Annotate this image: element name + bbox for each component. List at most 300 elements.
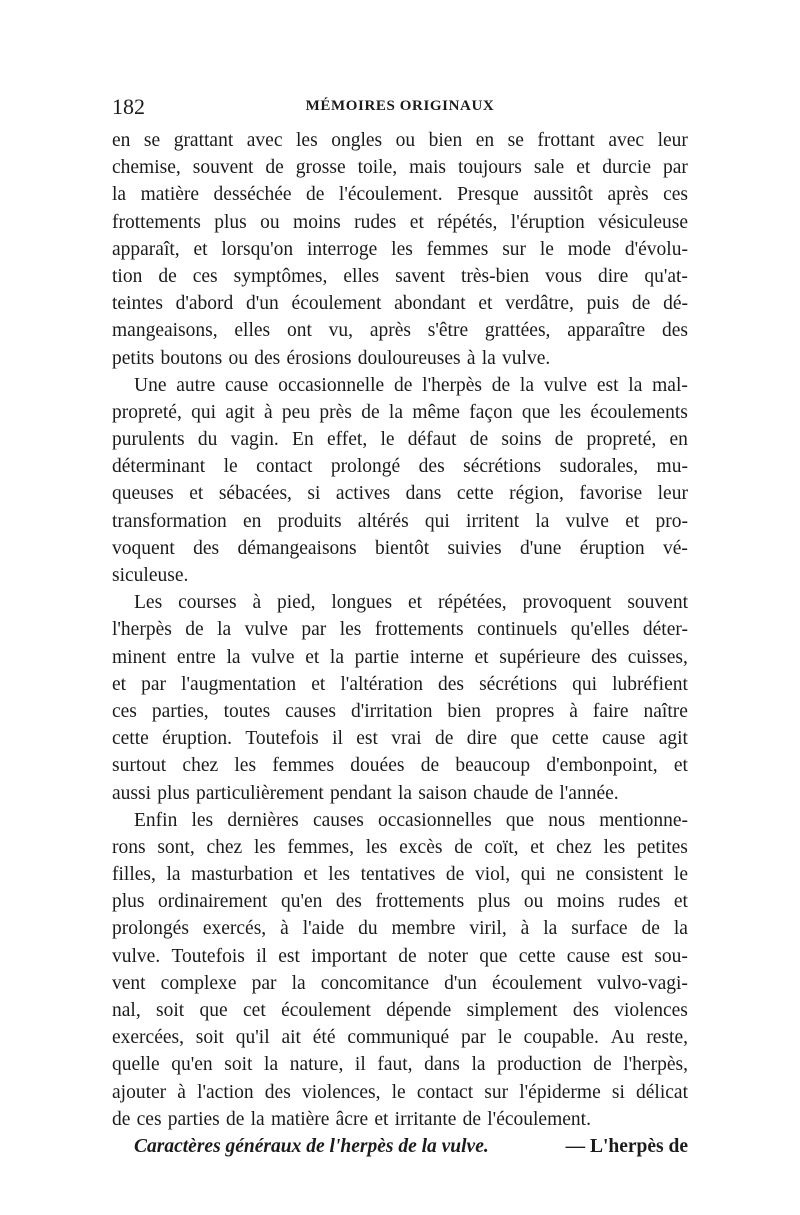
word: et [474,646,489,668]
word: Toutefois [245,728,319,750]
word: le [673,864,688,886]
word: écoulements [590,401,688,423]
word: plus [477,891,511,913]
word: si [611,1081,625,1103]
word: exercés, [202,918,267,940]
text-line [112,725,688,752]
word: chez [206,836,243,858]
section-heading: Caractères généraux de l'herpès de la vulve. [134,1135,489,1157]
word: irritante [394,1108,457,1130]
word: agit [225,401,255,423]
word: exercées, [112,1027,184,1049]
word: il [354,1054,366,1076]
word: du [358,918,378,940]
word: des [264,1081,291,1103]
word: filles, [112,864,156,886]
word: et [625,510,640,532]
word: les [253,836,276,858]
word: siculeuse. [112,565,189,586]
word: sébacées, [218,483,292,505]
text-line [112,970,688,997]
word: en [112,130,131,151]
text-line [112,616,688,643]
word: Les [134,592,163,614]
word: ou [523,891,544,913]
word: soit [156,1000,185,1021]
word: la [471,1054,486,1076]
text-line [112,317,688,344]
word: des [418,456,445,478]
word: plus [214,211,247,233]
text-line [112,399,688,426]
word: femmes, [287,836,354,858]
word: érosions [286,347,352,369]
word: et [673,891,688,913]
word: beaucoup [455,755,531,777]
word: teintes [112,293,163,315]
word: le [223,456,238,478]
text-line [112,698,688,725]
word: reste, [646,1027,688,1049]
word: toujours [457,157,522,179]
word: parties, [151,700,209,722]
word: entre [176,646,216,668]
word: que [510,728,539,750]
word: saison [418,782,468,804]
word: ces [112,700,137,722]
word: la [673,918,688,940]
section-heading-continuation: — L'herpès de [565,1135,688,1157]
word: très-bien [460,265,530,287]
word: cause [602,728,646,750]
text-line [112,752,688,779]
word: cuisses, [627,646,688,668]
word: et [311,673,326,695]
word: toile, [357,157,398,179]
word: contact [256,456,313,478]
word: de [158,265,177,287]
word: vulve [565,510,609,532]
word: en [243,510,262,532]
word: de [554,429,574,451]
word: apparaît, [112,238,180,260]
text-line [112,508,688,535]
word: des [591,646,618,668]
word: la [388,401,403,423]
word: viril, [469,918,507,940]
word: soins [501,429,542,451]
word: verdâtre, [505,293,574,315]
word: douées [350,755,405,777]
word: est [621,945,644,967]
word: de [641,918,660,940]
word: ces [136,1108,162,1130]
word: bien [428,130,463,151]
book-page [112,95,688,1160]
word: mu- [656,456,688,478]
word: leur [657,483,688,505]
word: coït, [484,836,519,858]
word: le [380,429,395,451]
word: éruption. [162,728,233,750]
body-text [112,127,688,1133]
word: qui [572,673,598,695]
word: qu'il [235,1027,270,1049]
word: qu'en [280,891,323,913]
word: femmes [426,238,489,260]
word: le [391,1081,406,1103]
word: écoulement [491,972,582,994]
word: l'augmentation [181,673,297,695]
word: se [507,130,524,151]
word: vulve. [502,347,551,369]
word: d'irritation [350,700,433,722]
word: cette [112,728,149,750]
word: de [226,1108,245,1130]
word: il [256,945,267,967]
word: naître [643,700,688,722]
word: courses [178,592,237,614]
word: longues [331,592,393,614]
word: symptômes, [233,265,328,287]
word: l'herpès [422,374,482,396]
text-line [112,562,688,589]
word: les [365,836,388,858]
word: l'écoulement. [487,1108,591,1130]
word: sont, [157,836,195,858]
word: de [631,293,651,315]
word: Au [610,1027,635,1049]
word: aussitôt [533,184,593,206]
word: de [420,755,440,777]
text-line [112,834,688,861]
word: bien [447,700,481,722]
word: que [199,1000,228,1021]
word: avec [608,130,645,151]
word: grosse [295,157,346,179]
word: lorsqu'on [221,238,294,260]
word: l'herpès, [623,1054,688,1076]
word: en [669,429,688,451]
word: qui [191,401,217,423]
word: queuses [112,483,174,505]
section-heading-line [112,1133,688,1160]
word: à [520,918,530,940]
word: effet, [326,429,368,451]
word: supérieure [499,646,581,668]
word: d'un [444,972,477,994]
word: vulve [244,619,288,641]
text-line [112,181,688,208]
word: prolongé [330,456,401,478]
word: répétés, [437,211,498,233]
text-line [112,263,688,290]
word: l'altération [340,673,423,695]
word: provoquent [522,592,612,614]
word: ongles [331,130,383,151]
word: qui [424,510,450,532]
word: les [603,836,626,858]
word: ou [260,211,280,233]
word: la [264,1054,279,1076]
word: l'aide [302,918,345,940]
word: favorise [579,483,643,505]
word: actives [335,483,391,505]
word: le [539,238,554,260]
word: la [217,619,232,641]
word: et [407,592,423,614]
word: frottant [537,130,595,151]
word: boutons [160,347,223,369]
word: cette [551,728,589,750]
word: qu'elles [570,619,630,641]
word: région, [509,483,564,505]
word: abondant [394,293,466,315]
word: simplement [466,1000,558,1021]
text-line [112,807,688,834]
word: pro- [655,510,688,532]
word: s'être [427,320,469,342]
word: après [607,184,649,206]
word: excès [399,836,443,858]
word: d'un [246,293,279,315]
word: à [466,347,476,369]
text-line [112,345,688,372]
word: même [412,401,460,423]
word: sou- [654,945,688,967]
word: à [252,592,262,614]
word: sur [484,1081,509,1103]
word: dire [466,728,498,750]
word: et [576,157,591,179]
word: propres [495,700,555,722]
word: des [254,347,281,369]
word: vulve. [112,945,161,967]
word: de [454,836,473,858]
word: de [306,184,325,206]
word: vulve [251,646,295,668]
word: viol, [474,864,511,886]
word: coupable. [523,1027,599,1049]
word: matière [140,184,200,206]
word: cette [518,945,556,967]
word: particulièrement [195,782,324,804]
word: contact [416,1081,474,1103]
word: plus [112,891,145,913]
word: soit [224,1054,253,1076]
word: sale [533,157,565,179]
text-line [112,535,688,562]
word: déter- [642,619,688,641]
text-line [112,426,688,453]
word: transformation [112,510,227,532]
word: production [497,1054,582,1076]
word: la [543,918,558,940]
word: nature, [289,1054,344,1076]
word: plus [157,782,190,804]
word: de [112,1108,131,1130]
word: et [478,293,493,315]
word: d'embonpoint, [546,755,658,777]
text-line [112,943,688,970]
word: vagin. [230,429,279,451]
word: frottements [374,619,464,641]
word: les [391,238,413,260]
text-line [112,888,688,915]
word: la [519,374,534,396]
word: l'écoulement. [338,184,443,206]
word: continuels [477,619,558,641]
word: ou [228,347,248,369]
word: produits [277,510,342,532]
word: en [475,130,495,151]
word: Presque [457,184,519,206]
word: parties [167,1108,220,1130]
word: déterminant [112,456,206,478]
word: moins [293,211,341,233]
word: mode [567,238,612,260]
word: la [112,184,127,206]
word: âcre [335,1108,369,1130]
word: l'épiderme [519,1081,601,1103]
word: matière [270,1108,330,1130]
word: est [356,728,378,750]
word: par [460,1027,486,1049]
word: d'évolu- [624,238,688,260]
word: de [185,619,204,641]
word: moins [556,891,605,913]
word: chez [556,836,592,858]
word: près [319,401,352,423]
word: important [311,945,387,967]
word: frottements [375,891,465,913]
word: délicat [636,1081,688,1103]
word: tion [112,265,143,287]
word: violences, [301,1081,381,1103]
word: prolongés [112,918,189,940]
word: à [280,918,289,940]
word: grattées, [484,320,551,342]
word: la [291,972,306,994]
word: de [361,401,380,423]
word: communiqué [347,1027,450,1049]
word: vulve [543,374,588,396]
word: dé- [663,293,688,315]
word: l'année. [559,782,619,804]
word: de [445,864,465,886]
running-title: MÉMOIRES ORIGINAUX [305,98,495,114]
word: savent [395,265,445,287]
word: altérés [357,510,409,532]
word: chemise, [112,157,181,179]
word: les [234,755,257,777]
text-line [112,997,688,1024]
text-line [112,127,688,154]
word: interroge [306,238,378,260]
word: rons [112,836,146,858]
word: défaut [407,429,457,451]
word: dans [405,483,442,505]
word: d'abord [175,293,234,315]
word: vous [545,265,583,287]
text-line [112,644,688,671]
word: et [530,836,545,858]
word: de [265,157,284,179]
word: mais [409,157,446,179]
word: la [628,374,643,396]
word: frottements [112,211,201,233]
word: petits [112,347,155,369]
word: noter [427,945,468,967]
word: la [329,646,344,668]
text-line [112,589,688,616]
word: desséchée [213,184,292,206]
word: apparaître [567,320,646,342]
word: femmes [272,755,335,777]
word: de [398,945,417,967]
page-number: 182 [112,94,145,119]
word: des [193,537,220,559]
word: et [193,238,208,260]
word: sur [502,238,527,260]
word: et [673,755,688,777]
word: elles [234,320,271,342]
word: faire [592,700,629,722]
word: Une [134,374,167,396]
word: bientôt [374,537,430,559]
word: à [177,1081,186,1103]
word: occasionnelles [378,809,492,831]
word: qu'at- [644,265,688,287]
word: à [569,700,578,722]
word: de [491,374,511,396]
word: chaude [473,782,529,804]
word: pied, [277,592,316,614]
word: cause [225,374,269,396]
word: souvent [627,592,688,614]
word: l'herpès [112,619,172,641]
word: surtout [112,755,167,777]
word: ces [192,265,218,287]
word: l'éruption [510,211,585,233]
word: les [296,130,318,151]
word: violences [614,1000,688,1021]
text-line [112,154,688,181]
word: écoulement [291,293,382,315]
word: membre [391,918,456,940]
word: peu [281,401,311,423]
word: de [393,374,413,396]
word: l'action [197,1081,254,1103]
word: par [301,619,327,641]
word: cet [243,1000,266,1021]
word: la [481,347,496,369]
word: vu, [328,320,354,342]
word: nous [548,809,586,831]
text-line [112,453,688,480]
word: mal- [652,374,688,396]
word: les [328,864,350,886]
word: façon [469,401,513,423]
word: occasionnelle [278,374,385,396]
word: nal, [112,1000,141,1021]
word: vent [112,972,146,994]
word: des [335,891,362,913]
word: éruption [579,537,645,559]
word: des [661,320,688,342]
word: les [339,619,362,641]
word: les [559,401,582,423]
